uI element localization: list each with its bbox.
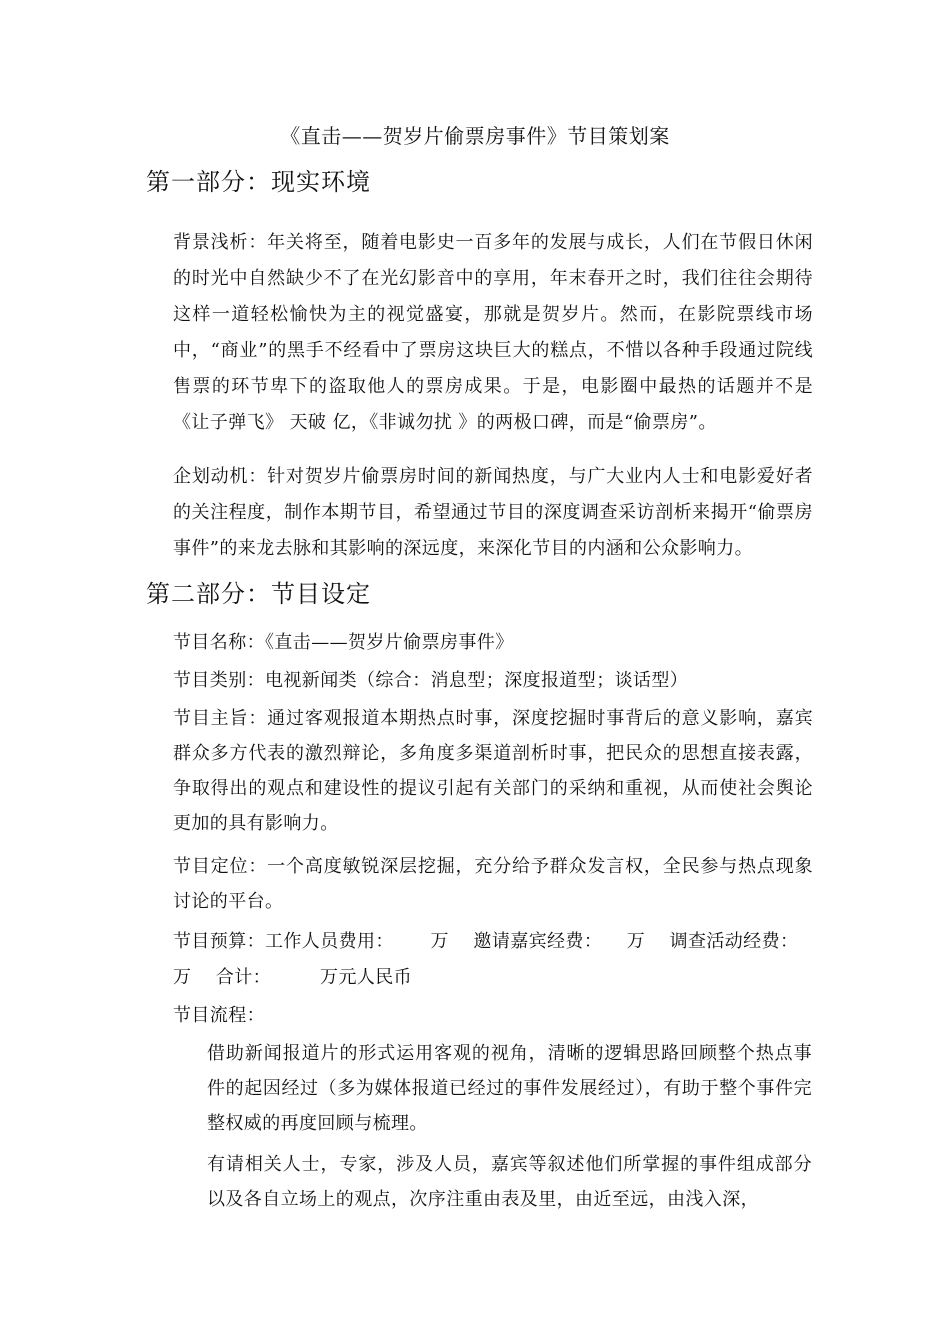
process-label: 节目流程：: [173, 1005, 265, 1026]
process-step-1: 借助新闻报道片的形式运用客观的视角，清晰的逻辑思路回顾整个热点事件的起因经过（多为媒体报道已经过的事件发展经过），有助于整个事件完整权威的再度回顾与梳理。: [207, 1043, 812, 1134]
program-category: 节目类别：电视新闻类（综合：消息型；深度报道型；谈话型）: [173, 670, 689, 691]
section-heading-reality: 第一部分：现实环境: [146, 168, 371, 196]
section-heading-setting: 第二部分：节目设定: [146, 580, 371, 608]
process-step-2: 有请相关人士，专家，涉及人员，嘉宾等叙述他们所掌握的事件组成部分以及各自立场上的观点，次序注重由表及里，由近至远，由浅入深，: [207, 1154, 812, 1210]
document-title: 《直击——贺岁片偷票房事件》节目策划案: [280, 124, 670, 148]
program-positioning: 节目定位：一个高度敏锐深层挖掘，充分给予群众发言权，全民参与热点现象讨论的平台。: [173, 856, 813, 912]
motivation-paragraph: 企划动机：针对贺岁片偷票房时间的新闻热度，与广大业内人士和电影爱好者的关注程度，制作本期节目，希望通过节目的深度调查采访剖析来揭开“偷票房事件”的来龙去脉和其影响的深远度，来深化节目的内涵和公众影响力。: [173, 466, 813, 559]
program-name: 节目名称：《直击——贺岁片偷票房事件》: [173, 632, 514, 653]
background-paragraph: 背景浅析：年关将至，随着电影史一百多年的发展与成长，人们在节假日休闲的时光中自然缺少不了在光幻影音中的享用，年末春开之时，我们往往会期待这样一道轻松愉快为主的视觉盛宴，那就是贺岁片。然而，在影院票线市场中，“商业”的黑手不经看中了票房这块巨大的糕点，不惜以各种手段通过院线售票的环节卑下的盗取他人的票房成果。于是，电影圈中最热的话题并不是《让子弹飞》 天破 亿，《非诚勿扰 》的两极口碑，而是“偷票房”。: [173, 232, 813, 433]
budget-line-1: 节目预算：工作人员费用： 万 邀请嘉宾经费： 万 调查活动经费：: [173, 931, 799, 952]
budget-line-2: 万 合计： 万元人民币: [173, 967, 413, 988]
program-purpose: 节目主旨：通过客观报道本期热点时事，深度挖掘时事背后的意义影响，嘉宾群众多方代表的激烈辩论，多角度多渠道剖析时事，把民众的思想直接表露，争取得出的观点和建设性的提议引起有关部门的采纳和重视，从而使社会舆论更加的具有影响力。: [173, 708, 813, 834]
